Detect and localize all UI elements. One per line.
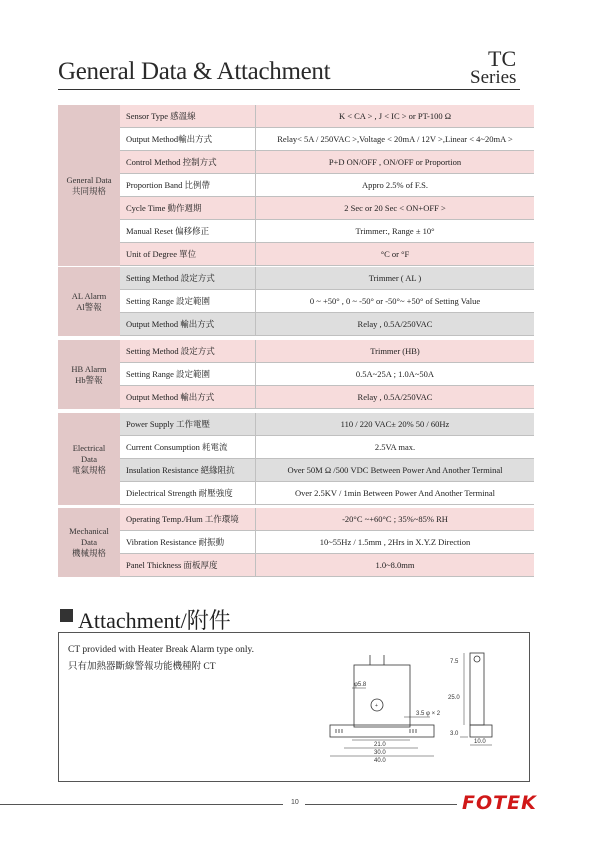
- section-label: HB Alarm Hb警報: [58, 340, 120, 409]
- attachment-note: CT provided with Heater Break Alarm type only.: [68, 645, 254, 655]
- table-row: [120, 531, 534, 554]
- mechanical-data-section: [58, 508, 534, 577]
- table-row: [120, 436, 534, 459]
- row-value: 0 ~ +50° , 0 ~ -50° or -50°~ +50° of Setting Value: [256, 290, 534, 312]
- table-row: [120, 267, 534, 290]
- row-name: Output Method 輸出方式: [120, 313, 256, 335]
- row-name: Current Consumption 耗電流: [120, 436, 256, 458]
- attachment-note-cn: 只有加熱器斷線警報功能機種附 CT: [68, 662, 216, 672]
- row-value: Trimmer:, Range ± 10°: [256, 220, 534, 242]
- table-row: [120, 105, 534, 128]
- dim-7-5: 7.5: [450, 659, 459, 665]
- table-row: [120, 363, 534, 386]
- electrical-data-section: [58, 413, 534, 505]
- row-value: Over 2.5KV / 1min Between Power And Another Terminal: [256, 482, 534, 504]
- table-row: [120, 220, 534, 243]
- row-name: Output Method 輸出方式: [120, 386, 256, 408]
- row-name: Sensor Type 感溫線: [120, 105, 256, 127]
- row-name: Setting Range 設定範圍: [120, 363, 256, 385]
- row-value: 1.0~8.0mm: [256, 554, 534, 576]
- section-label: General Data 共同規格: [58, 105, 120, 266]
- row-name: Manual Reset 偏移修正: [120, 220, 256, 242]
- row-value: Trimmer (HB): [256, 340, 534, 362]
- series-label: Series: [470, 67, 517, 88]
- dim-30: 30.0: [374, 750, 386, 756]
- dim-40: 40.0: [374, 758, 386, 764]
- row-value: °C or °F: [256, 243, 534, 265]
- svg-text:+: +: [375, 703, 378, 709]
- row-value: Relay , 0.5A/250VAC: [256, 313, 534, 335]
- row-name: Power Supply 工作電壓: [120, 413, 256, 435]
- row-value: 0.5A~25A ; 1.0A~50A: [256, 363, 534, 385]
- row-name: Unit of Degree 單位: [120, 243, 256, 265]
- row-value: 110 / 220 VAC± 20% 50 / 60Hz: [256, 413, 534, 435]
- bullet-square: [60, 609, 73, 622]
- footer-rule-left: [0, 804, 283, 805]
- dim-3: 3.0: [450, 731, 459, 737]
- table-row: [120, 508, 534, 531]
- page-number: 10: [291, 799, 299, 806]
- brand-logo: FOTEK: [462, 792, 537, 814]
- row-name: Setting Method 設定方式: [120, 340, 256, 362]
- table-row: [120, 482, 534, 505]
- footer-rule-right: [305, 804, 457, 805]
- series-code: TC: [488, 46, 517, 71]
- section-label: Electrical Data 電氣規格: [58, 413, 120, 505]
- table-row: [120, 340, 534, 363]
- row-value: 2.5VA max.: [256, 436, 534, 458]
- table-row: [120, 174, 534, 197]
- dim-10: 10.0: [474, 739, 486, 745]
- dim-pins: 3.5 φ × 2: [416, 711, 441, 717]
- dim-hole: φ5.8: [354, 682, 367, 688]
- hb-alarm-section: [58, 340, 534, 409]
- general-data-section: [58, 105, 534, 266]
- row-name: Output Method輸出方式: [120, 128, 256, 150]
- table-row: [120, 290, 534, 313]
- al-alarm-section: [58, 267, 534, 336]
- row-name: Control Method 控制方式: [120, 151, 256, 173]
- section-label: AL Alarm Al警報: [58, 267, 120, 336]
- dim-21: 21.0: [374, 742, 386, 748]
- table-row: [120, 554, 534, 577]
- row-value: Over 50M Ω /500 VDC Between Power And Another Terminal: [256, 459, 534, 481]
- table-row: [120, 386, 534, 409]
- page-title: General Data & Attachment: [58, 58, 331, 85]
- row-value: Appro 2.5% of F.S.: [256, 174, 534, 196]
- row-name: Setting Range 設定範圍: [120, 290, 256, 312]
- attachment-title: Attachment/附件: [78, 608, 231, 633]
- table-row: [120, 313, 534, 336]
- row-value: K < CA > , J < IC > or PT-100 Ω: [256, 105, 534, 127]
- ct-dimension-drawing: [322, 645, 522, 770]
- row-name: Dielectrical Strength 耐壓強度: [120, 482, 256, 504]
- table-row: [120, 128, 534, 151]
- row-value: Relay , 0.5A/250VAC: [256, 386, 534, 408]
- table-row: [120, 459, 534, 482]
- table-row: [120, 413, 534, 436]
- title-divider: [58, 89, 520, 90]
- table-row: [120, 197, 534, 220]
- row-value: Trimmer ( AL ): [256, 267, 534, 289]
- row-name: Setting Method 設定方式: [120, 267, 256, 289]
- row-name: Panel Thickness 面板厚度: [120, 554, 256, 576]
- row-value: -20°C ~+60°C ; 35%~85% RH: [256, 508, 534, 530]
- row-value: 10~55Hz / 1.5mm , 2Hrs in X.Y.Z Direction: [256, 531, 534, 553]
- row-name: Vibration Resistance 耐振動: [120, 531, 256, 553]
- dim-25: 25.0: [448, 695, 460, 701]
- row-name: Operating Temp./Hum 工作環境: [120, 508, 256, 530]
- section-label: Mechanical Data 機械規格: [58, 508, 120, 577]
- row-value: Relay< 5A / 250VAC >,Voltage < 20mA / 12V >,Linear < 4~20mA >: [256, 128, 534, 150]
- table-row: [120, 151, 534, 174]
- row-name: Proportion Band 比例帶: [120, 174, 256, 196]
- row-value: P+D ON/OFF , ON/OFF or Proportion: [256, 151, 534, 173]
- row-name: Insulation Resistance 絕緣阻抗: [120, 459, 256, 481]
- row-value: 2 Sec or 20 Sec < ON+OFF >: [256, 197, 534, 219]
- row-name: Cycle Time 動作週期: [120, 197, 256, 219]
- table-row: [120, 243, 534, 266]
